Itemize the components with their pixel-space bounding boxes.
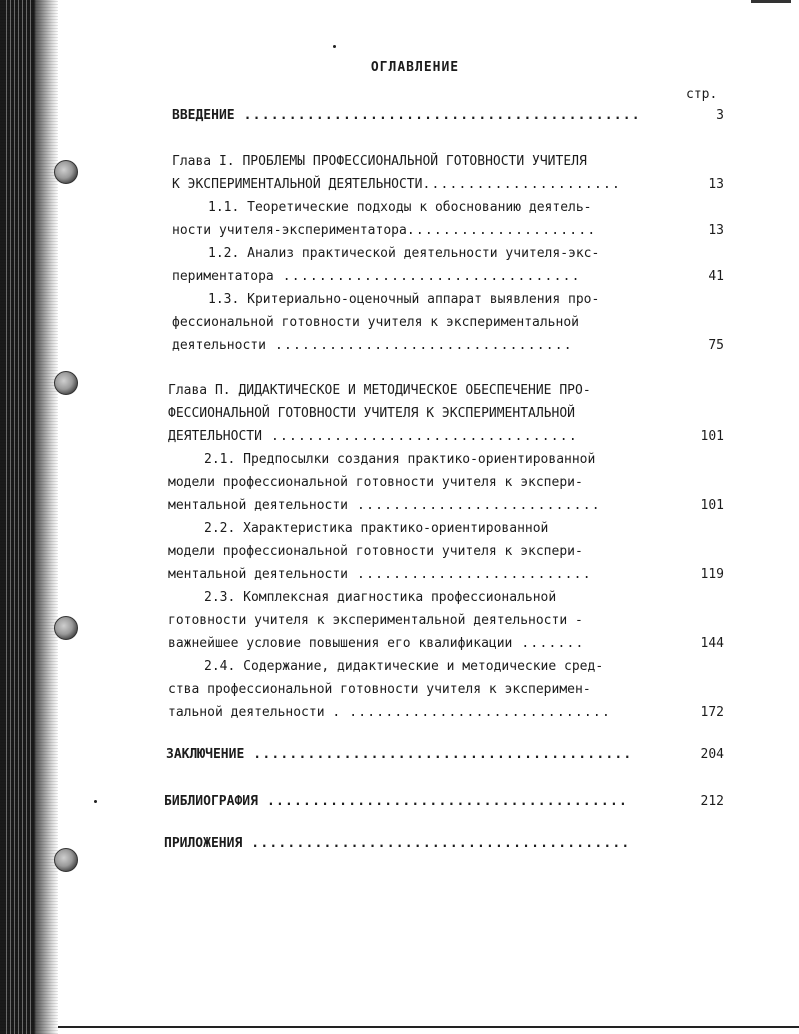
toc-label: ности учителя-экспериментатора xyxy=(172,223,407,238)
leader-dots: ........................................ xyxy=(257,794,629,809)
toc-section-2-2-line2[interactable]: модели профессиональной готовности учителя к экспери- xyxy=(168,544,583,559)
toc-section-2-3-line3[interactable] xyxy=(168,636,585,651)
toc-section-2-2-line1[interactable]: 2.2. Характеристика практико-ориентированной xyxy=(204,521,549,536)
toc-entry-intro[interactable] xyxy=(172,108,641,123)
toc-entry-bibliography[interactable] xyxy=(164,794,628,809)
toc-page-number: 119 xyxy=(700,567,724,582)
leader-dots: ............................. xyxy=(340,705,611,720)
toc-section-2-4-line3[interactable] xyxy=(168,705,611,720)
punch-hole-icon xyxy=(54,616,78,640)
punch-hole-icon xyxy=(54,160,78,184)
leader-dots: .......................................... xyxy=(242,836,631,851)
toc-chapter-1-line2[interactable] xyxy=(172,177,621,192)
leader-dots: .......................................... xyxy=(244,747,633,762)
toc-section-1-2-line1[interactable]: 1.2. Анализ практической деятельности учителя-экс- xyxy=(208,246,600,261)
toc-section-2-4-line1[interactable]: 2.4. Содержание, дидактические и методические сред- xyxy=(204,659,604,674)
punch-hole-icon xyxy=(54,848,78,872)
toc-chapter-1-line1[interactable]: Глава I. ПРОБЛЕМЫ ПРОФЕССИОНАЛЬНОЙ ГОТОВНОСТИ УЧИТЕЛЯ xyxy=(172,154,587,169)
toc-section-1-3-line2[interactable]: фессиональной готовности учителя к экспериментальной xyxy=(172,315,579,330)
toc-section-1-2-line2[interactable] xyxy=(172,269,581,284)
toc-page-number: 3 xyxy=(716,108,724,123)
toc-page-number: 212 xyxy=(700,794,724,809)
leader-dots: ..................... xyxy=(406,223,597,238)
leader-dots: ................................. xyxy=(265,338,573,353)
toc-label: ВВЕДЕНИЕ xyxy=(172,108,235,123)
toc-label: БИБЛИОГРАФИЯ xyxy=(164,794,258,809)
toc-label: ПРИЛОЖЕНИЯ xyxy=(164,836,243,851)
toc-label: ЗАКЛЮЧЕНИЕ xyxy=(166,747,245,762)
toc-section-2-2-line3[interactable] xyxy=(168,567,592,582)
toc-page-number: 204 xyxy=(700,747,724,762)
toc-chapter-2-line2[interactable]: ФЕССИОНАЛЬНОЙ ГОТОВНОСТИ УЧИТЕЛЯ К ЭКСПЕРИМЕНТАЛЬНОЙ xyxy=(168,406,575,421)
leader-dots: .......................... xyxy=(348,567,592,582)
toc-section-1-1-line1[interactable]: 1.1. Теоретические подходы к обоснованию деятель- xyxy=(208,200,592,215)
toc-label: ментальной деятельности xyxy=(168,498,349,513)
toc-chapter-2-line1[interactable]: Глава П. ДИДАКТИЧЕСКОЕ И МЕТОДИЧЕСКОЕ ОБЕСПЕЧЕНИЕ ПРО- xyxy=(168,383,591,398)
page-title: ОГЛАВЛЕНИЕ xyxy=(370,60,460,75)
toc-entry-appendix[interactable] xyxy=(164,836,630,851)
toc-page-number: 13 xyxy=(708,223,724,238)
toc-section-2-3-line1[interactable]: 2.3. Комплексная диагностика профессиональной xyxy=(204,590,557,605)
toc-page-number: 13 xyxy=(708,177,724,192)
toc-page-number: 144 xyxy=(700,636,724,651)
toc-page-number: 101 xyxy=(700,498,724,513)
toc-chapter-2-line3[interactable] xyxy=(168,429,578,444)
toc-label: К ЭКСПЕРИМЕНТАЛЬНОЙ ДЕЯТЕЛЬНОСТИ xyxy=(172,177,423,192)
leader-dots: ........................... xyxy=(348,498,601,513)
leader-dots: ................................. xyxy=(273,269,581,284)
toc-section-1-3-line3[interactable] xyxy=(172,338,573,353)
toc-section-2-4-line2[interactable]: ства профессиональной готовности учителя к эксперимен- xyxy=(168,682,591,697)
scan-speck xyxy=(94,800,97,803)
page-column-label: стр. xyxy=(686,87,718,102)
toc-section-1-1-line2[interactable] xyxy=(172,223,596,238)
toc-section-1-3-line1[interactable]: 1.3. Критериально-оценочный аппарат выявления про- xyxy=(208,292,600,307)
leader-dots: ....... xyxy=(512,636,585,651)
leader-dots: ............................................ xyxy=(234,108,641,123)
leader-dots: ...................... xyxy=(422,177,622,192)
toc-label: ментальной деятельности xyxy=(168,567,349,582)
toc-page-number: 101 xyxy=(700,429,724,444)
leader-dots: .................................. xyxy=(261,429,578,444)
scan-speck xyxy=(333,45,336,48)
toc-page-number: 75 xyxy=(708,338,724,353)
punch-hole-icon xyxy=(54,371,78,395)
toc-page-number: 172 xyxy=(700,705,724,720)
binding-texture xyxy=(6,0,32,1034)
toc-label: ДЕЯТЕЛЬНОСТИ xyxy=(168,429,262,444)
scan-corner-mark xyxy=(751,0,791,3)
toc-entry-conclusion[interactable] xyxy=(166,747,632,762)
page-bottom-edge xyxy=(58,1026,799,1028)
toc-section-2-3-line2[interactable]: готовности учителя к экспериментальной деятельности - xyxy=(168,613,583,628)
toc-page-number: 41 xyxy=(708,269,724,284)
toc-section-2-1-line3[interactable] xyxy=(168,498,601,513)
toc-label: важнейшее условие повышения его квалификации xyxy=(168,636,513,651)
toc-label: деятельности xyxy=(172,338,266,353)
toc-section-2-1-line2[interactable]: модели профессиональной готовности учителя к экспери- xyxy=(168,475,583,490)
toc-label: тальной деятельности . xyxy=(168,705,341,720)
toc-section-2-1-line1[interactable]: 2.1. Предпосылки создания практико-ориентированной xyxy=(204,452,596,467)
toc-label: периментатора xyxy=(172,269,274,284)
